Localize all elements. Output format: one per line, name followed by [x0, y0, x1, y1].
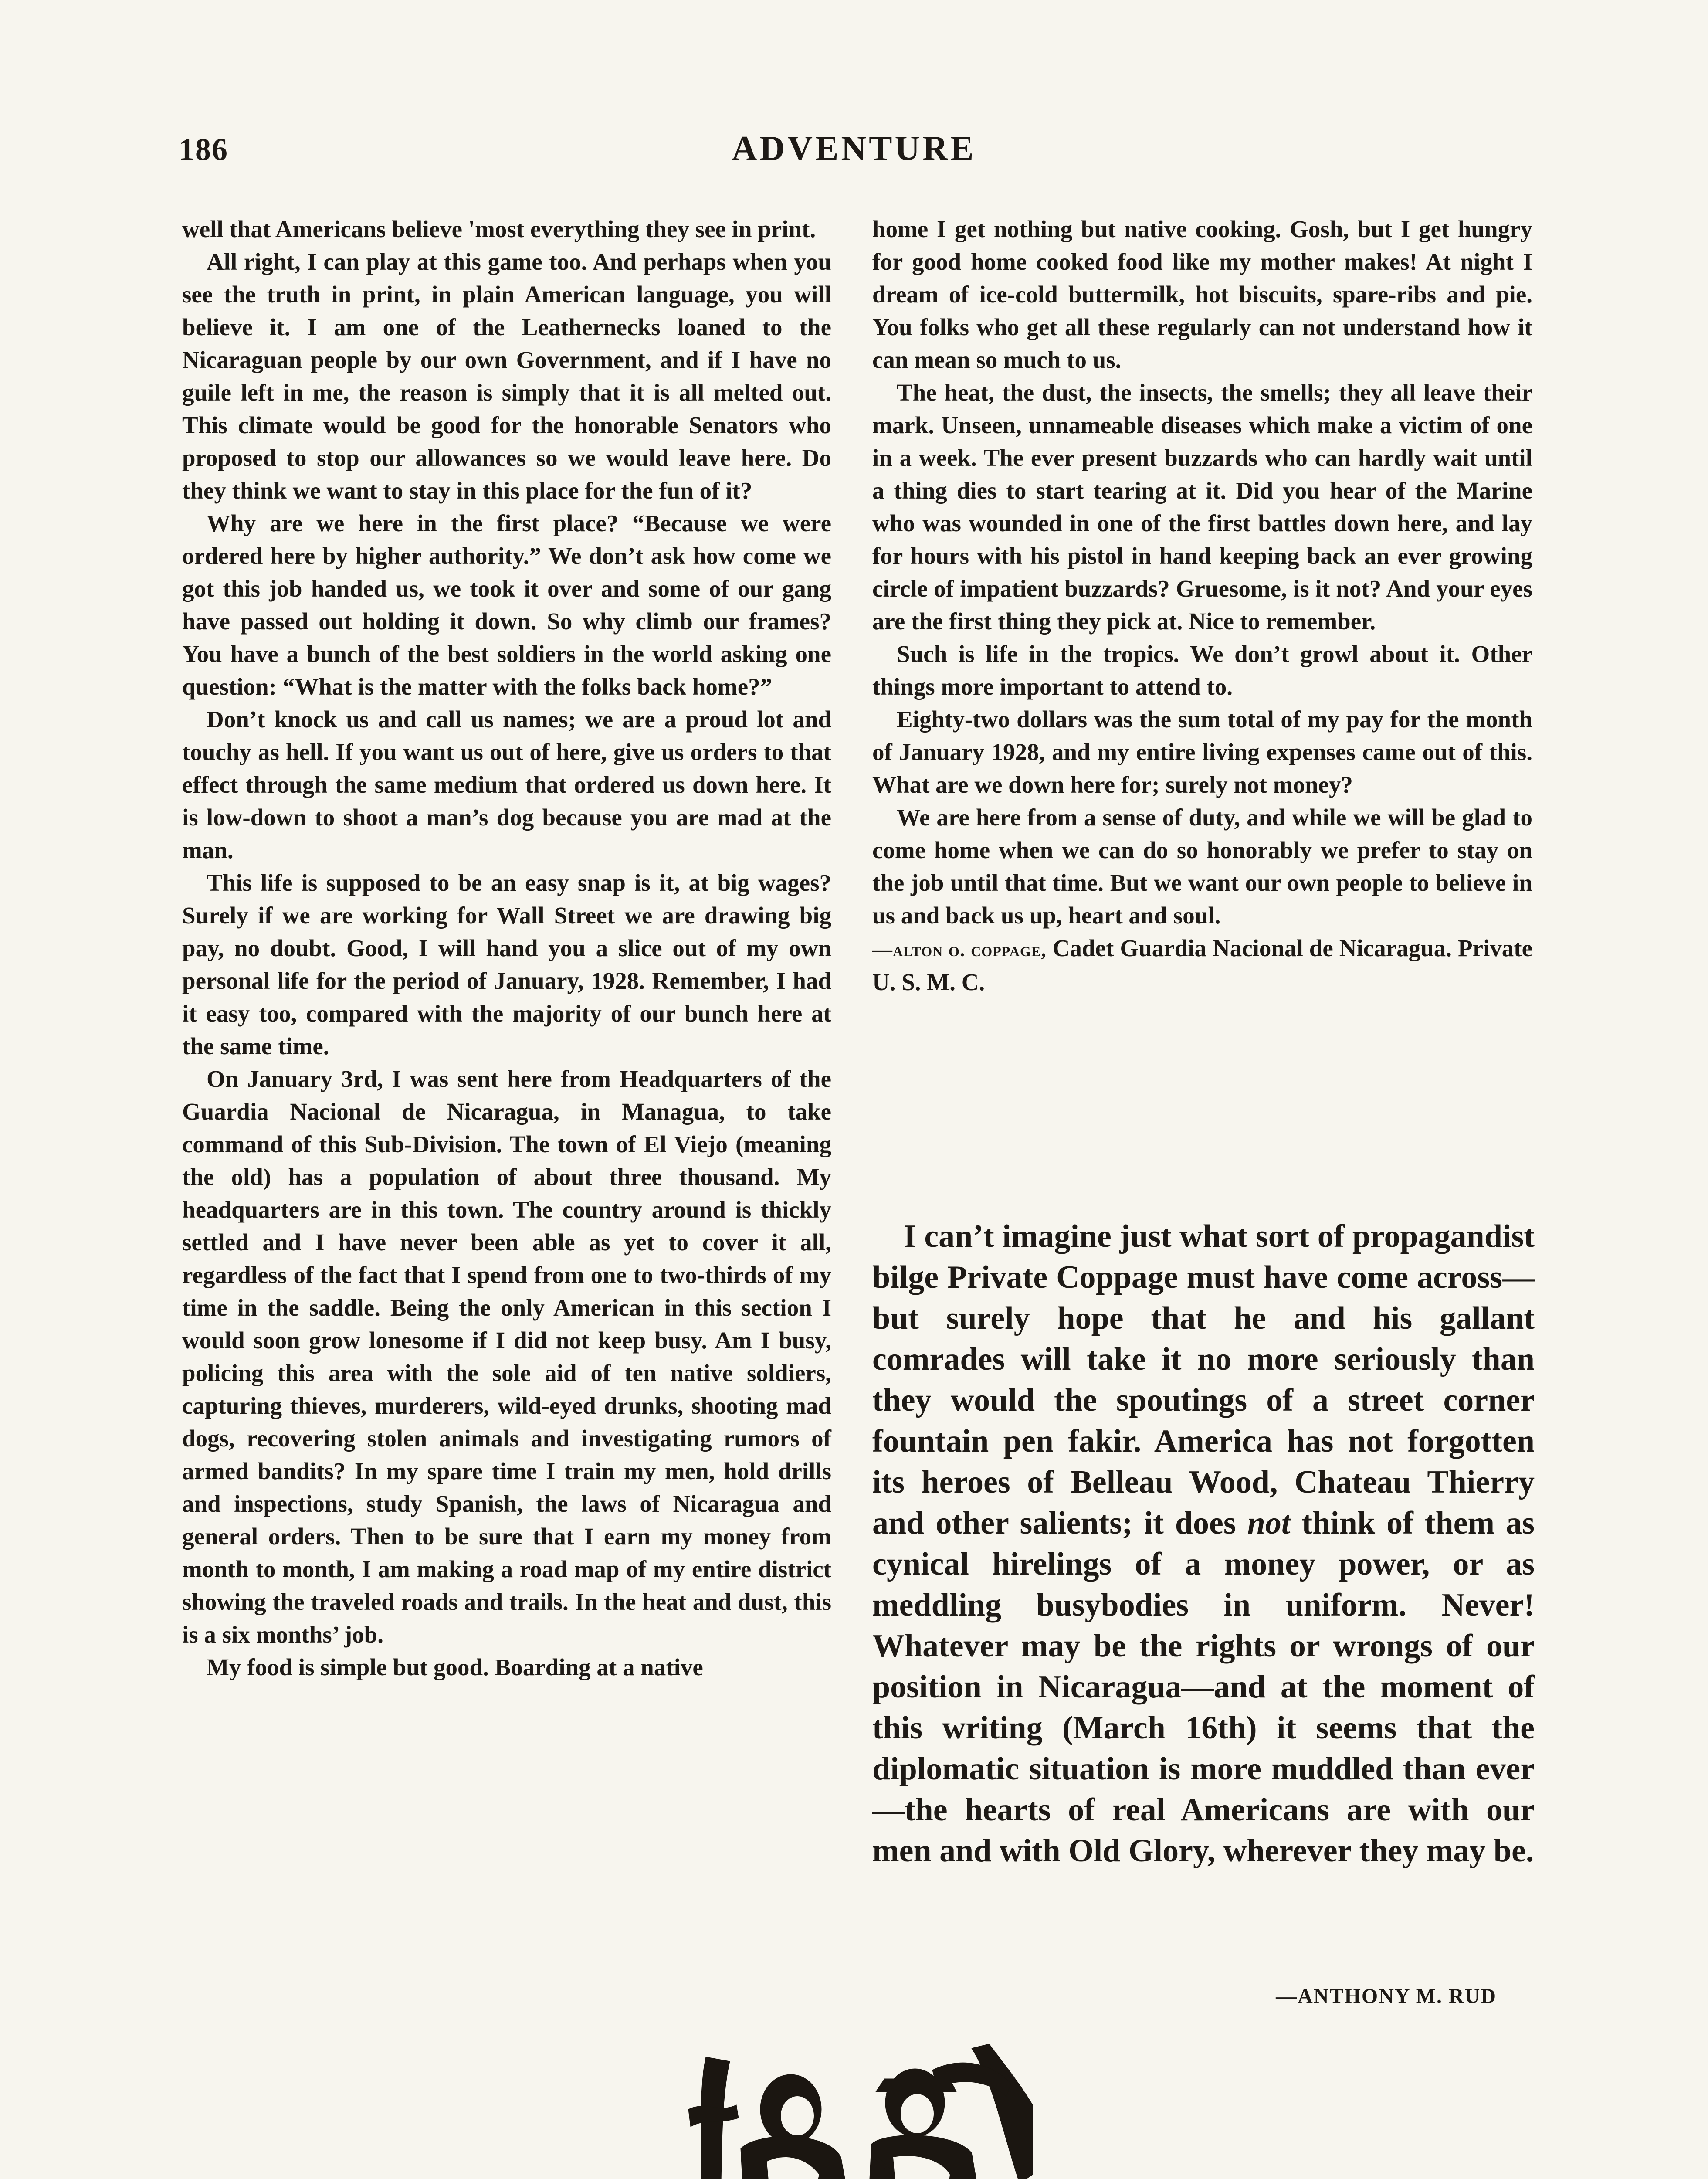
hat-icon — [876, 2079, 956, 2092]
letter-paragraph: Don’t knock us and call us names; we are a proud lot and touchy as hell. If you want us out of here, give us orders to that effect through the same medium that ordered us down here. It is low-down to shoot a man’s dog because you are mad at the man. — [182, 706, 831, 863]
letter-signoff — [872, 932, 1532, 998]
editor-emphasis: not — [1247, 1505, 1291, 1541]
editor-text-part: I can’t imagine just what sort of propagandist bilge Private Coppage must have come across—but surely hope that he and his gallant comrades will take it no more seriously than they would the spoutings of a street corner fountain pen fakir. America has not forgotten its heroes of Belleau Wood, Chateau Thierry and other salients; it does — [872, 1218, 1535, 1541]
man-left-face — [781, 2096, 814, 2135]
letter-left-column — [182, 213, 831, 1683]
editor-response — [872, 1216, 1535, 1871]
editor-signature: —ANTHONY M. RUD — [1276, 1985, 1497, 2008]
editor-response-paragraph — [872, 1216, 1535, 1871]
letter-paragraph: On January 3rd, I was sent here from Headquarters of the Guardia Nacional de Nicaragua, in Managua, to take command of this Sub-Division. The town of El Viejo (meaning the old) has a population of about three thousand. My headquarters are in this town. The country around is thickly settled and I have never been able as yet to cover it all, regardless of the fact that I spend from one to two-thirds of my time in the saddle. Being the only American in this section I would soon grow lonesome if I did not keep busy. Am I busy, policing this area with the sole aid of ten native soldiers, capturing thieves, murderers, wild-eyed drunks, shooting mad dogs, recovering stolen animals and investigating rumors of armed bandits? In my spare time I train my men, hold drills and inspections, study Spanish, the laws of Nicaragua and general orders. Then to be sure that I earn my money from month to month, I am making a road map of my entire district showing the traveled roads and trails. In the heat and dust, this is a six months’ job. — [182, 1066, 831, 1648]
letter-paragraph: well that Americans believe 'most everything they see in print. — [182, 216, 816, 242]
letter-paragraph: Such is life in the tropics. We don’t growl about it. Other things more important to attend to. — [872, 641, 1532, 700]
man-right-face — [901, 2094, 934, 2133]
letter-author-title: Cadet Guardia Nacional de Nicaragua. Private U. S. M. C. — [872, 935, 1532, 995]
editor-text-part: think of them as cynical hirelings of a money power, or as meddling busybodies in uniform. Never! Whatever may be the rights or wrongs of our position in Nicaragua—and at the moment of this writing (March 16th) it seems that the diplomatic situation is more muddled than ever—the hearts of real Americans are with our men and with Old Glory, wherever they may be. — [872, 1505, 1535, 1869]
foliage-right — [972, 2044, 1033, 2179]
letter-paragraph: The heat, the dust, the insects, the smells; they all leave their mark. Unseen, unnameable diseases which make a victim of one in a week. The ever present buzzards who can hardly wait until a thing dies to start tearing at it. Did you hear of the Marine who was wounded in one of the first battles down here, and lay for hours with his pistol in hand keeping back an ever growing circle of impatient buzzards? Gruesome, is it not? And your eyes are the first thing they pick at. Nice to remember. — [872, 379, 1532, 635]
letter-author-name: —alton o. coppage, — [872, 938, 1047, 961]
letter-paragraph: We are here from a sense of duty, and while we will be glad to come home when we can do so honorably we prefer to stay on the job until that time. But we want our own people to believe in us and back us up, heart and soul. — [872, 804, 1532, 929]
letter-paragraph: My food is simple but good. Boarding at a native — [207, 1654, 703, 1680]
letter-right-column — [872, 213, 1532, 998]
letter-paragraph: Eighty-two dollars was the sum total of my pay for the month of January 1928, and my entire living expenses came out of this. What are we down here for; surely not money? — [872, 706, 1532, 798]
letter-paragraph: All right, I can play at this game too. And perhaps when you see the truth in print, in plain American language, you will believe it. I am one of the Leathernecks loaned to the Nicaraguan people by our own Government, and if I have no guile left in me, the reason is simply that it is all melted out. This climate would be good for the honorable Senators who proposed to stop our allowances so we would leave here. Do they think we want to stay in this place for the fun of it? — [182, 248, 831, 504]
letter-paragraph: Why are we here in the first place? “Because we were ordered here by higher authority.” We don’t ask how come we got this job handed us, we took it over and some of our gang have passed out holding it down. So why climb our frames? You have a bunch of the best soldiers in the world asking one question: “What is the matter with the folks back home?” — [182, 510, 831, 700]
letter-paragraph: home I get nothing but native cooking. Gosh, but I get hungry for good home cooked food like my mother makes! At night I dream of ice-cold buttermilk, hot biscuits, spare-ribs and pie. You folks who get all these regularly can not understand how it can mean so much to us. — [872, 216, 1532, 373]
running-head-title: ADVENTURE — [732, 129, 976, 168]
campfire-scene-illustration — [688, 2044, 1033, 2179]
page-number: 186 — [179, 132, 228, 167]
letter-paragraph: This life is supposed to be an easy snap is it, at big wages? Surely if we are working for Wall Street we are drawing big pay, no doubt. Good, I will hand you a slice out of my own personal life for the period of January, 1928. Remember, I had it easy too, compared with the majority of our bunch here at the same time. — [182, 869, 831, 1059]
